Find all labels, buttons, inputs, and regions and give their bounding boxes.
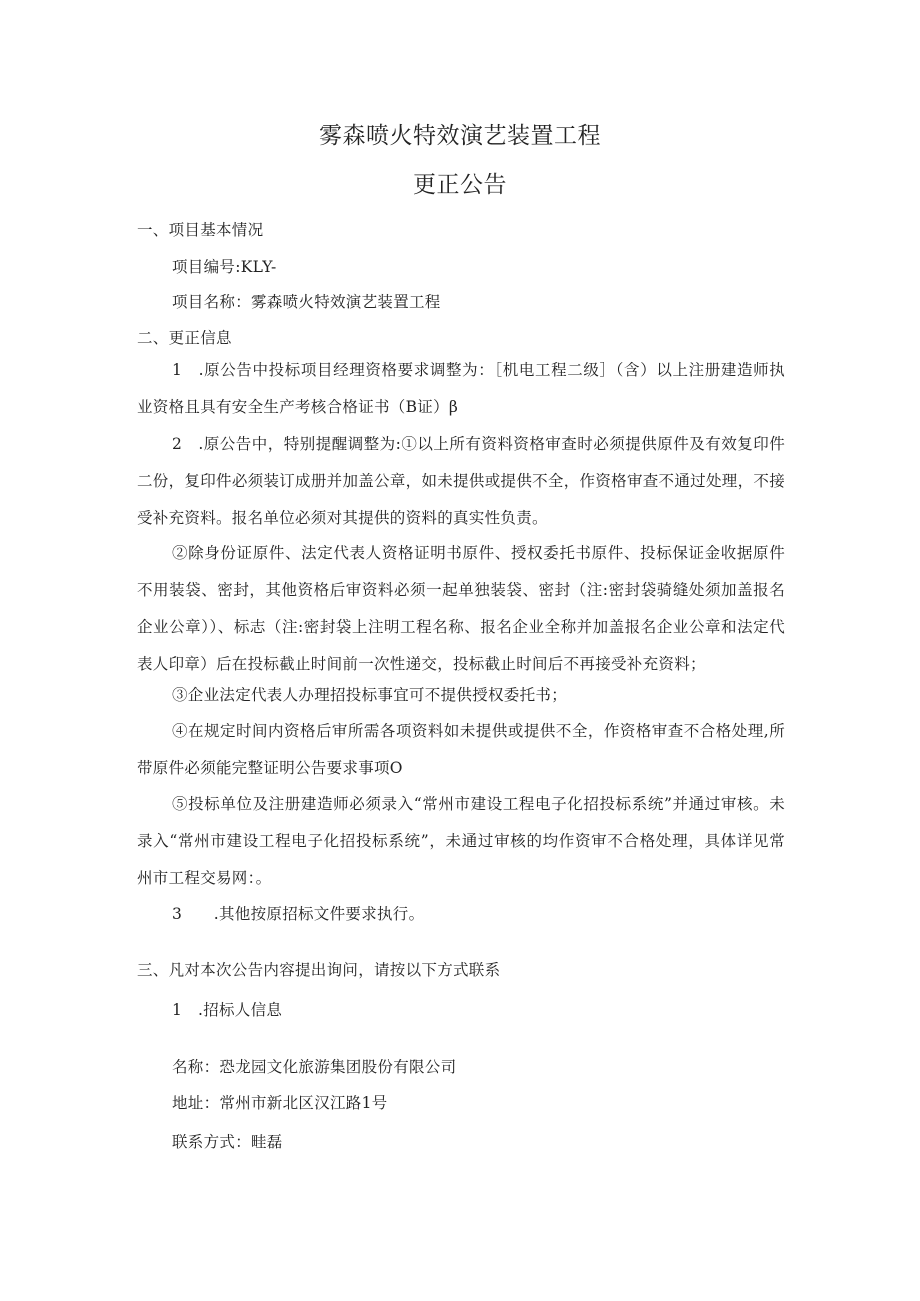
section-heading-contact: 三、凡对本次公告内容提出询问，请按以下方式联系: [137, 961, 501, 979]
correction-item-1: 1 .原公告中投标项目经理资格要求调整为：［机电工程二级］（含）以上注册建造师执业资格且具有安全生产考核合格证书（B证）β: [137, 361, 785, 416]
correction-item-2-point-5: ⑤投标单位及注册建造师必须录入“常州市建设工程电子化招投标系统”并通过审核。未录入“常州市建设工程电子化招投标系统”，未通过审核的均作资审不合格处理，具体详见常州市工程交易网：。: [137, 795, 785, 887]
correction-item-3: 3 .其他按原招标文件要求执行。: [172, 905, 425, 923]
tenderer-info-heading: 1 .招标人信息: [172, 1001, 283, 1019]
correction-item-2-point-3: ③企业法定代表人办理招投标事宜可不提供授权委托书；: [172, 686, 568, 704]
correction-item-2-point-2: ②除身份证原件、法定代表人资格证明书原件、授权委托书原件、投标保证金收据原件不用装袋、密封，其他资格后审资料必须一起单独装袋、密封（注:密封袋骑缝处须加盖报名企业公章））、标志（注:密封袋上注明工程名称、报名企业全称并加盖报名企业公章和法定代表人印章）后在投标截止时间前一次性递交，投标截止时间后不再接受补充资料；: [137, 544, 785, 673]
correction-item-2-point-4: ④在规定时间内资格后审所需各项资料如未提供或提供不全，作资格审查不合格处理,所带原件必须能完整证明公告要求事项O: [137, 722, 785, 777]
project-name: 项目名称：雾森喷火特效演艺装置工程: [172, 293, 441, 311]
document-title: 雾森喷火特效演艺装置工程: [319, 123, 601, 149]
correction-item-2: 2 .原公告中，特别提醒调整为:①以上所有资料资格审查时必须提供原件及有效复印件二份，复印件必须装订成册并加盖公章，如未提供或提供不全，作资格审查不通过处理，不接受补充资料。报名单位必须对其提供的资料的真实性负责。: [137, 435, 785, 527]
section-heading-basic-info: 一、项目基本情况: [137, 221, 264, 239]
project-number: 项目编号:KLY-: [172, 258, 277, 276]
tenderer-name: 名称：恐龙园文化旅游集团股份有限公司: [172, 1058, 457, 1076]
document-subtitle: 更正公告: [413, 172, 507, 198]
tenderer-contact: 联系方式：畦磊: [172, 1133, 283, 1151]
tenderer-address: 地址：常州市新北区汉江路1号: [172, 1094, 388, 1112]
section-heading-correction: 二、更正信息: [137, 329, 232, 347]
